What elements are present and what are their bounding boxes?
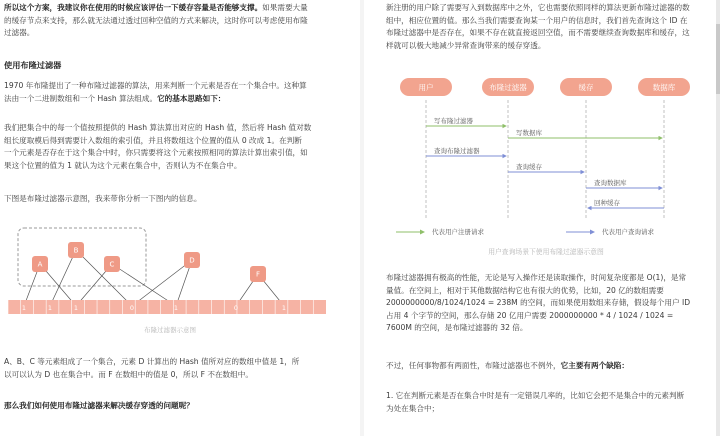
bloom-intro-line-1: 1970 年布隆提出了一种布隆过滤器的算法，用来判断一个元素是否在一个集合中。这种算 [4,81,307,90]
sequence-diagram [386,72,706,258]
sequence-message-label: 写布隆过滤器 [434,117,473,125]
drawback-one-line-2: 为处在集合中； [386,403,440,413]
sequence-message-label: 查询数据库 [594,179,627,187]
intro-bold-text: 所以这个方案，我建议你在使用的时候应该评估一下缓存容量是否能够支撑。 [4,3,263,12]
question-heading: 那么我们如何使用布隆过滤器来解决缓存穿透的问题呢？ [4,401,194,410]
explanation-line-2: 以可以认为 D 也在集合中。而 F 在数组中的值是 0，所以 F 不在数组中。 [4,369,253,379]
performance-line-5: 7600M 的空间，是布隆过滤器的 32 倍。 [386,323,528,333]
bit-array [8,300,326,314]
element-node-label: F [255,270,261,279]
sequence-message-label: 回种缓存 [594,199,620,207]
heading-bloom-filter: 使用布隆过滤器 [4,60,62,70]
drawback-intro [386,360,712,373]
bloom-intro-paragraph [4,80,356,105]
performance-paragraph [386,272,712,335]
intro-text-1: 如果需要大量 [262,3,308,12]
intro-paragraph [4,2,356,40]
bit-value: 1 [47,304,53,312]
intro-text-3: 过滤器。 [4,28,35,38]
bloom-detail-line-1: 我们把集合中的每一个值按照提供的 Hash 算法算出对应的 Hash 值，然后将 Hash 值对数 [4,123,312,132]
bloom-detail-line-2: 组长度取模后得到需要计入数组的索引值，并且将数组这个位置的值从 0 改成 1。在判断 [4,135,302,145]
diagram-intro-paragraph: 下图是布隆过滤器示意图，我来带你分析一下图内的信息。 [4,194,202,203]
actor-label: 布隆过滤器 [489,83,527,92]
legend-register: 代表用户注册请求 [432,228,484,236]
explanation-paragraph [4,356,356,381]
bit-value: 1 [173,304,179,312]
scrollbar[interactable] [716,0,720,436]
bit-value: 1 [21,304,27,312]
performance-line-4: 占用 4 个字节的空间，那么存储 20 亿用户需要 2000000000 * 4 / 1024 / 1024 = [386,310,674,320]
actor-label: 缓存 [578,83,594,92]
element-node-label: C [109,260,115,269]
bloom-detail-line-3: 一个元素是否存在于这个集合中时，你只需要将这个元素按照相同的算法计算出索引值，如 [4,148,308,158]
sequence-message-label: 写数据库 [516,129,542,137]
intro-text-2: 的缓存节点来支持，那么就无法通过透过回种空值的方式来解决，这时你可以考虑使用布隆 [4,15,308,25]
drawback-bold: 它主要有两个缺陷： [560,361,629,370]
bloom-intro-bold: 它的基本思路如下： [157,93,226,103]
register-line-4: 样就可以极大地减少异常查询带来的缓存穿透。 [386,40,546,50]
sequence-message-label: 查询布隆过滤器 [434,147,480,155]
drawback-one [386,390,712,415]
diagram-caption: 布隆过滤器示意图 [144,326,196,334]
performance-line-2: 量值。在空间上，相对于其他数据结构它也有很大的优势，比如，20 亿的数组需要 [386,285,664,295]
element-node-label: A [37,260,43,269]
actor-label: 用户 [418,83,434,92]
register-paragraph [386,2,712,52]
register-line-2: 组中，相应位置的值。那么当我们需要查询某一个用户的信息时，我们首先查询这个 ID 在 [386,15,688,25]
bloom-intro-line-2: 法由一个二进制数组和一个 Hash 算法组成。 [4,93,158,103]
scrollbar-thumb[interactable] [716,24,720,94]
bloom-detail-paragraph [4,122,356,172]
drawback-one-line-1: 1. 它在判断元素是否在集合中时是有一定错误几率的，比如它会把不是集合中的元素判断 [386,391,685,400]
element-node-label: D [189,256,195,265]
sequence-caption: 用户查询场景下使用布隆过滤器示意图 [488,248,604,256]
explanation-line-1: A、B、C 等元素组成了一个集合，元素 D 计算出的 Hash 值所对应的数组中值是 1，所 [4,357,300,366]
register-line-3: 布隆过滤器中是否存在，如果不存在就直接返回空值，而不需要继续查询数据库和缓存，这 [386,28,690,38]
bit-value: 0 [233,304,239,312]
bit-value: 0 [129,304,135,312]
bit-value: 1 [281,304,287,312]
actor-label: 数据库 [652,83,676,92]
bit-value: 1 [73,304,79,312]
bloom-detail-line-4: 果这个位置的值为 1 就认为这个元素在集合中，否则认为不在集合中。 [4,160,242,170]
sequence-message-label: 查询缓存 [516,163,542,171]
drawback-plain: 不过，任何事物都有两面性，布隆过滤器也不例外， [386,361,561,370]
performance-line-3: 2000000000/8/1024/1024 = 238M 的空间，而如果使用数组来存储，假设每个用户 ID [386,298,691,308]
performance-line-1: 布隆过滤器拥有极高的性能，无论是写入操作还是读取操作，时间复杂度都是 O(1)，是常 [386,273,687,282]
right-page [364,0,720,436]
bloom-filter-diagram [4,214,334,336]
element-node-label: B [73,246,79,255]
legend-query: 代表用户查询请求 [602,228,654,236]
register-line-1: 新注册的用户除了需要写入到数据库中之外，它也需要依照同样的算法更新布隆过滤器的数 [386,3,690,12]
